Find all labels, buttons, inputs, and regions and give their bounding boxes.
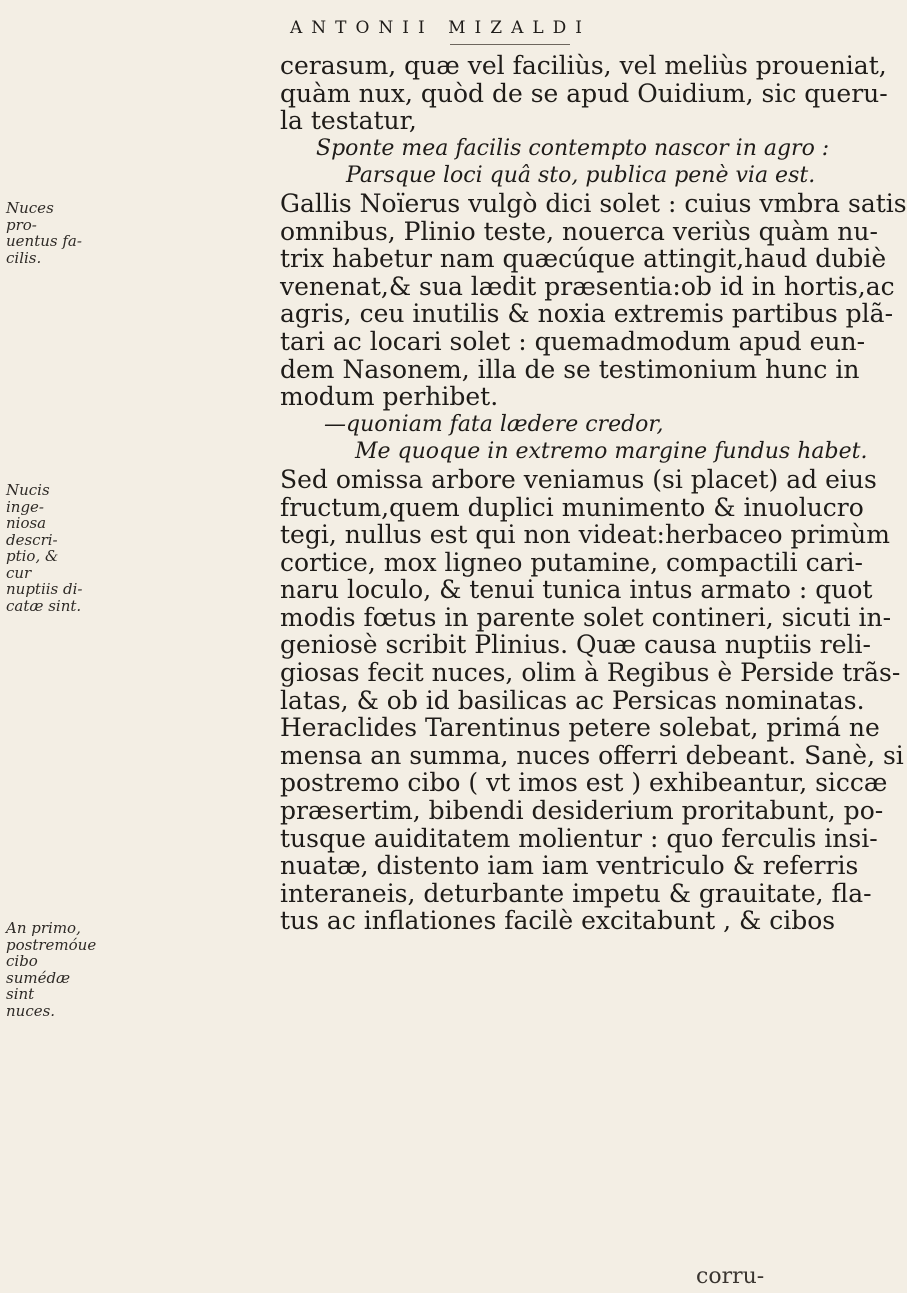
text-line: Me quoque in extremo margine fundus habet. (355, 439, 868, 465)
text-line: —quoniam fata lædere credor, (324, 411, 664, 437)
marginal-line: ptio, & cur (6, 547, 59, 582)
text-line: nuatæ, distento iam iam ventriculo & referris (280, 851, 859, 881)
text-line: præsertim, bibendi desiderium proritabunt, po- (280, 796, 884, 826)
marginal-note-1 (6, 200, 88, 266)
marginal-line: catæ sint. (6, 596, 82, 615)
text-line: agris, ceu inutilis & noxia extremis partibus plã- (280, 299, 894, 329)
marginal-line: postremóue (6, 935, 97, 954)
marginal-line: Nucis inge- (6, 481, 50, 516)
text-line: tus ac inflationes facilè excitabunt , & cibos (280, 906, 836, 936)
marginal-line: An primo, (6, 919, 81, 937)
text-line: mensa an summa, nuces offerri debeant. Sanè, si (280, 740, 904, 770)
text-line: interaneis, deturbante impetu & grauitate, fla- (280, 878, 872, 908)
text-line: Gallis Noïerus vulgò dici solet : cuius vmbra satis (280, 188, 907, 218)
text-line: postremo cibo ( vt imos est ) exhibeantur, siccæ (280, 768, 888, 798)
text-line: venenat,& sua lædit præsentia:ob id in hortis,ac (280, 271, 895, 301)
text-line: Heraclides Tarentinus petere solebat, primá ne (280, 713, 880, 743)
marginal-note-2 (6, 482, 88, 614)
running-header: ANTONII MIZALDI (290, 18, 591, 38)
marginal-line: nuptiis di- (6, 580, 83, 598)
marginal-note-3 (6, 919, 97, 1020)
text-line: tari ac locari solet : quemadmodum apud eun- (280, 326, 866, 356)
marginal-line: cibo sumédæ (6, 952, 71, 987)
text-line: tusque auiditatem molientur : quo ferculis insi- (280, 823, 878, 853)
marginal-line: cilis. (6, 248, 42, 267)
text-line: fructum,quem duplici munimento & inuolucro (280, 492, 864, 522)
marginal-line: uentus fa- (6, 232, 82, 250)
text-line: trix habetur nam quæcúque attingit,haud dubiè (280, 244, 887, 274)
text-line: dem Nasonem, illa de se testimonium hunc in (280, 354, 860, 384)
text-line: modum perhibet. (280, 382, 499, 412)
body-text (280, 51, 907, 936)
text-line: giosas fecit nuces, olim à Regibus è Perside trãs- (280, 658, 901, 688)
text-line: latas, & ob id basilicas ac Persicas nominatas. (280, 685, 865, 715)
marginal-line: Nuces pro- (6, 199, 54, 234)
header-rule (450, 44, 570, 45)
text-line: naru loculo, & tenui tunica intus armato : quot (280, 575, 873, 605)
text-line: la testatur, (280, 106, 417, 136)
text-line: modis fœtus in parente solet contineri, sicuti in- (280, 602, 892, 632)
text-line: Sponte mea facilis contempto nascor in agro : (316, 135, 830, 161)
text-line: Sed omissa arbore veniamus (si placet) ad eius (280, 464, 877, 494)
marginal-line: sint nuces. (6, 985, 56, 1020)
text-line: cortice, mox ligneo putamine, compactili cari- (280, 547, 863, 577)
text-line: Parsque loci quâ sto, publica penè via est. (346, 163, 816, 189)
text-line: cerasum, quæ vel faciliùs, vel meliùs proueniat, (280, 51, 887, 80)
text-line: tegi, nullus est qui non videat:herbaceo primùm (280, 520, 890, 550)
marginal-line: niosa descri- (6, 514, 58, 549)
text-line: omnibus, Plinio teste, nouerca veriùs quàm nu- (280, 216, 878, 246)
text-line: geniosè scribit Plinius. Quæ causa nuptiis reli- (280, 630, 871, 660)
text-line: quàm nux, quòd de se apud Ouidium, sic queru- (280, 78, 888, 108)
catchword: corru- (696, 1264, 765, 1289)
